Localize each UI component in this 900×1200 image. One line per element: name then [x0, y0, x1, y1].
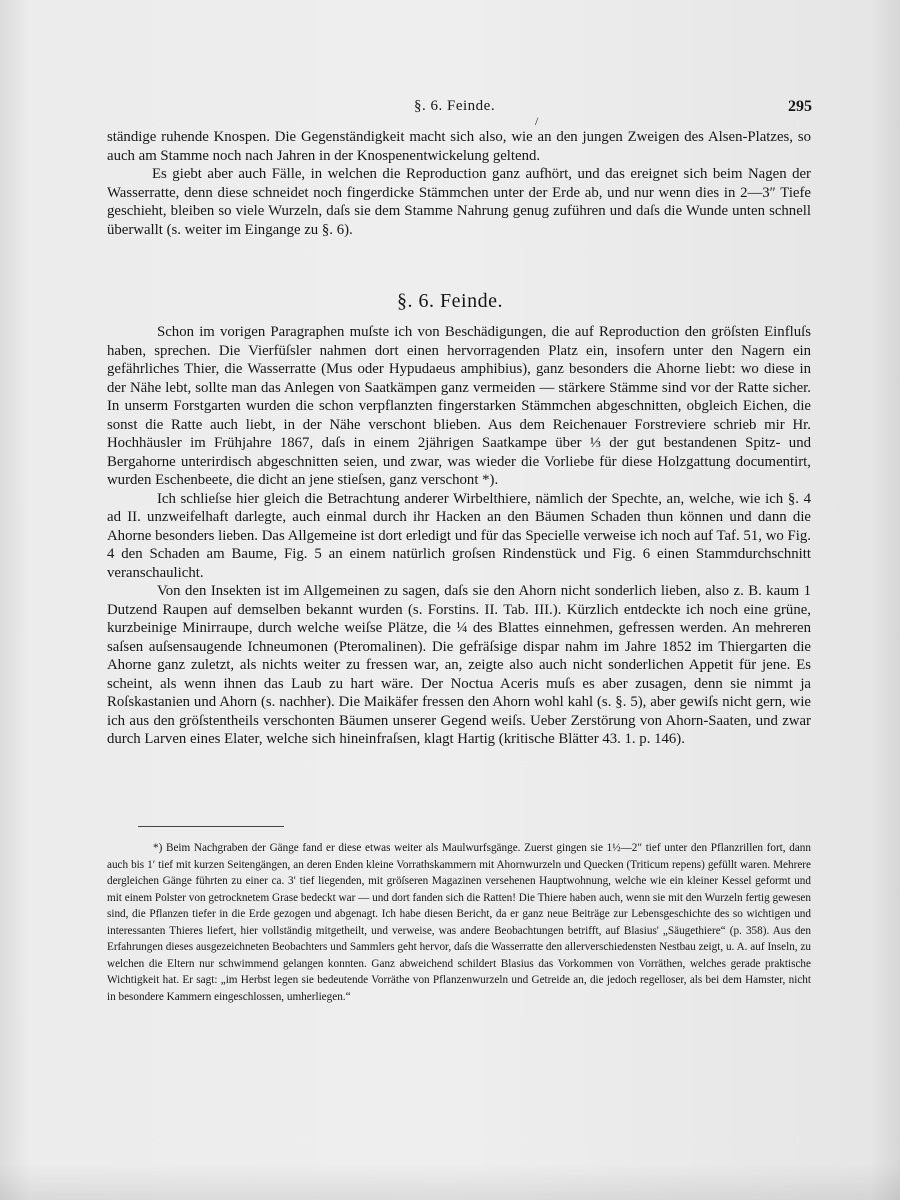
section-paragraph: Von den Insekten ist im Allgemeinen zu sagen, daſs sie den Ahorn nicht sonderlich lieben, also z. B. kaum 1 Dutzend Raupen auf demselben bekannt wurden (s. Forstins. II. Tab. III.). Kürzlich entdeckte ich noch eine grüne, kurzbeinige Minirraupe, durch welche weiſse Plätze, die ¼ des Blattes einnehmen, gefressen werden. An mehreren saſsen auſsensaugende Ichneumonen (Pteromalinen). Die gefräſsige dispar nahm im Jahre 1852 im Thiergarten die Ahorne ganz zuletzt, als nichts weiter zu fressen war, an, zeigte also auch nicht sonderlichen Appetit für jene. Es scheint, als wenn ihnen das Laub zu hart wäre. Der Noctua Aceris muſs es aber zusagen, denn sie nimmt ja Roſskastanien und Ahorn (s. nachher). Die Maikäfer fressen den Ahorn wohl kahl (s. §. 5), aber gewiſs nicht gern, wie ich aus den gröſstentheils verschonten Bäumen unserer Gegend weiſs. Ueber Zerstörung von Ahorn-Saaten, und zwar durch Larven eines Elater, welche sich hineinfraſsen, klagt Hartig (kritische Blätter 43. 1. p. 146). — [107, 583, 811, 747]
intro-paragraph: Es giebt aber auch Fälle, in welchen die Reproduction ganz aufhört, und das ereignet sich beim Nagen der Wasserratte, denn diese schneidet noch fingerdicke Stämmchen unter der Erde ab, und nur wenn dies in 2—3″ Tiefe geschieht, bleiben so viele Wurzeln, daſs sie dem Stamme Nahrung genug zuführen und daſs die Wunde unten schnell überwallt (s. weiter im Eingange zu §. 6). — [107, 166, 811, 238]
footnote-text: *) Beim Nachgraben der Gänge fand er diese etwas weiter als Maulwurfsgänge. Zuerst gingen sie 1½—2″ tief unter den Pflanzrillen fort, dann auch bis 1′ tief mit kurzen Seitengängen, an deren Enden kleine Vorrathskammern mit Ahornwurzeln und Quecken (Triticum repens) gefüllt waren. Mehrere dergleichen Gänge führten zu einer ca. 3′ tief liegenden, mit gröſseren Magazinen versehenen Hauptwohnung, welche wie ein kleiner Kessel geformt und mit einem Polster von getrocknetem Grase bedeckt war — und dort fanden sich die Ratten! Die Thiere haben auch, wenn sie mit den Wurzeln fertig gewesen sind, die Pflanzen tiefer in die Erde gezogen und abgenagt. Ich habe diesen Bericht, da er ganz neue Beiträge zur Lebensgeschichte des so wichtigen und interessanten Thieres liefert, hier vollständig mitgetheilt, und verweise, was andere Beobachtungen betrifft, auf Blasius' „Säugethiere“ (p. 358). Aus den Erfahrungen dieses ausgezeichneten Beobachters und Sammlers geht hervor, daſs die Wasserratte den allerverschiedensten Nestbau zeigt, u. A. auf Inseln, zu welchen die Eltern nur schwimmend gelangen konnten. Ganz abweichend schildert Blasius das Vorkommen von Vorräthen, welches gerade praktische Wichtigkeit hat. Er sagt: „im Herbst legen sie bedeutende Vorräthe von Pflanzenwurzeln und Getreide an, die jedoch regelloser, als bei dem Hamster, nicht in besondere Kammern eingeschlossen, umherliegen.“ — [107, 842, 811, 1003]
running-title: §. 6. Feinde. — [414, 98, 496, 114]
intro-text — [107, 128, 811, 239]
page-header — [0, 98, 900, 118]
footnote-divider — [138, 826, 284, 827]
page-number: 295 — [788, 98, 812, 115]
section-paragraph: Schon im vorigen Paragraphen muſste ich von Beschädigungen, die auf Reproduction den gröſsten Einfluſs haben, sprechen. Die Vierfüſsler nahmen dort einen hervorragenden Platz ein, insofern unter den Nagern ein gefährliches Thier, die Wasserratte (Mus oder Hypudaeus amphibius), ganz besonders die Ahorne liebt: wo diese in der Nähe lebt, sollte man das Anlegen von Saatkämpen ganz vermeiden — stärkere Stämme sind vor der Ratte sicher. In unserm Forstgarten wurden die schon verpflanzten fingerstarken Stämmchen abgeschnitten, obgleich Eichen, die sonst die Ratte auch liebt, in der Nähe verschont blieben. Aus dem Reichenauer Forstreviere schrieb mir Hr. Hochhäusler im Frühjahre 1867, daſs in einem 2jährigen Saatkampe über ⅓ der gut bestandenen Spitz- und Bergahorne unterirdisch abgeschnitten seien, und zwar, was wieder die Vorliebe für diese Holzgattung documentirt, wurden Eschenbeete, die dicht an jene stieſsen, ganz verschont *). — [107, 324, 811, 488]
section-heading: §. 6. Feinde. — [397, 290, 503, 312]
section-paragraph: Ich schlieſse hier gleich die Betrachtung anderer Wirbelthiere, nämlich der Spechte, an, welche, wie ich §. 4 ad II. unzweifelhaft darlegte, auch einmal durch ihr Hacken an den Bäumen Schaden thun können und dann die Ahorne besonders lieben. Das Allgemeine ist dort erledigt und für das Specielle verweise ich noch auf Taf. 51, wo Fig. 4 den Schaden am Baume, Fig. 5 an einem natürlich groſsen Rindenstück und Fig. 6 einen Stammdurchschnitt veranschaulicht. — [107, 490, 811, 581]
page-bottom-shadow — [0, 1164, 900, 1200]
footnote — [107, 840, 811, 1005]
stray-pencil-mark: / — [535, 114, 539, 128]
intro-paragraph: ständige ruhende Knospen. Die Gegenständigkeit macht sich also, wie an den jungen Zweigen des Alsen-Platzes, so auch am Stamme noch nach Jahren in der Knospenentwickelung geltend. — [107, 129, 811, 164]
section-body — [107, 323, 811, 749]
